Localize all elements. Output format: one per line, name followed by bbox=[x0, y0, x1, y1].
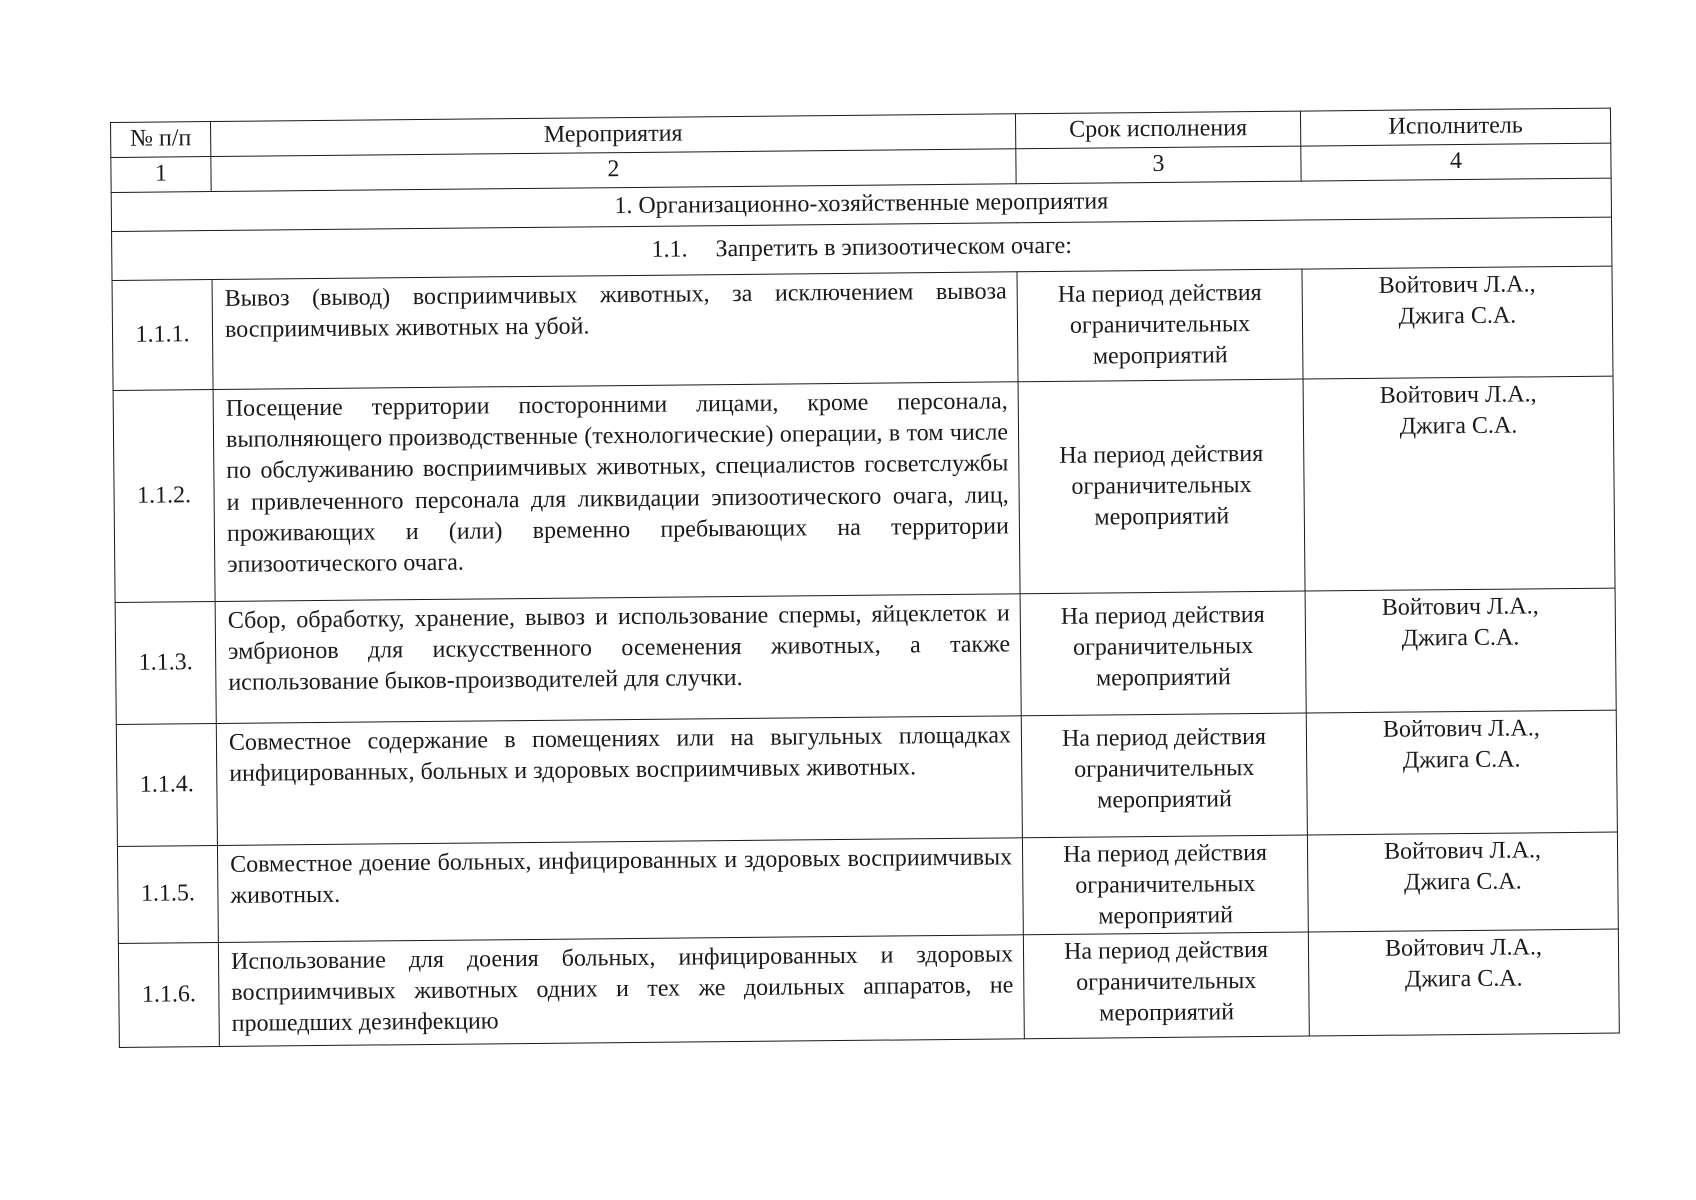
row-term bbox=[1017, 269, 1303, 382]
document-page bbox=[110, 108, 1619, 1048]
table-row bbox=[115, 588, 1616, 724]
row-executor bbox=[1305, 588, 1616, 713]
term-line: ограничительных bbox=[1072, 633, 1254, 661]
table-row bbox=[112, 266, 1613, 390]
row-executor bbox=[1306, 710, 1617, 835]
row-number: 1.1.6. bbox=[118, 942, 219, 1048]
term-line: мероприятий bbox=[1097, 786, 1233, 814]
executor-line: Джига С.А. bbox=[1398, 302, 1517, 330]
executor-line: Войтович Л.А., bbox=[1384, 933, 1543, 962]
term-line: ограничительных bbox=[1069, 311, 1251, 339]
term-line: ограничительных bbox=[1071, 471, 1252, 500]
row-executor bbox=[1308, 929, 1619, 1037]
term-line: На период действия bbox=[1061, 723, 1267, 752]
executor-line: Джига С.А. bbox=[1401, 624, 1520, 652]
table-row bbox=[113, 376, 1615, 602]
executor-line: Войтович Л.А., bbox=[1379, 381, 1537, 409]
measures-table bbox=[110, 108, 1620, 1048]
table-row bbox=[116, 710, 1617, 846]
row-activity: Совместное доение больных, инфицированных и здоровых восприимчивых животных. bbox=[217, 838, 1023, 942]
row-executor bbox=[1302, 266, 1613, 379]
term-line: мероприятий bbox=[1098, 902, 1234, 930]
row-activity: Совместное содержание в помещениях или на выгульных площадках инфицированных, больных и здоровых восприимчивых животных. bbox=[216, 716, 1022, 846]
term-line: На период действия bbox=[1063, 936, 1269, 965]
row-term bbox=[1021, 713, 1307, 838]
subsection-title: Запретить в эпизоотическом очаге: bbox=[715, 233, 1073, 263]
column-number: 3 bbox=[1016, 146, 1301, 184]
header-executor: Исполнитель bbox=[1300, 108, 1610, 146]
row-activity: Вывоз (вывод) восприимчивых животных, за исключением вывоза восприимчивых животных на убой. bbox=[212, 272, 1018, 390]
row-term bbox=[1023, 932, 1309, 1039]
header-activity: Мероприятия bbox=[211, 114, 1016, 157]
row-number: 1.1.1. bbox=[112, 280, 213, 391]
header-term: Срок исполнения bbox=[1015, 111, 1300, 149]
table-row bbox=[117, 832, 1618, 943]
executor-line: Джига С.А. bbox=[1399, 412, 1518, 440]
column-number: 4 bbox=[1301, 143, 1611, 181]
row-executor bbox=[1307, 832, 1618, 932]
executor-line: Джига С.А. bbox=[1402, 746, 1521, 774]
row-activity: Сбор, обработку, хранение, вывоз и использование спермы, яйцеклеток и эмбрионов для искусственного осеменения животных, а также использование быков-производителей для случки. bbox=[215, 594, 1021, 724]
row-number: 1.1.5. bbox=[117, 846, 218, 944]
section-title: 1. Организационно-хозяйственные мероприятия bbox=[111, 178, 1611, 231]
term-line: На период действия bbox=[1057, 279, 1262, 308]
column-number: 2 bbox=[211, 149, 1016, 192]
row-executor bbox=[1303, 376, 1615, 591]
term-line: На период действия bbox=[1059, 440, 1264, 469]
header-num: № п/п bbox=[111, 122, 211, 158]
term-line: мероприятий bbox=[1095, 664, 1231, 692]
executor-line: Войтович Л.А., bbox=[1378, 271, 1536, 299]
executor-line: Войтович Л.А., bbox=[1381, 593, 1539, 621]
executor-line: Джига С.А. bbox=[1404, 965, 1523, 993]
subsection-number: 1.1. bbox=[651, 236, 688, 264]
term-line: ограничительных bbox=[1076, 967, 1257, 996]
term-line: мероприятий bbox=[1099, 999, 1235, 1027]
row-number: 1.1.3. bbox=[115, 602, 216, 725]
row-term bbox=[1020, 591, 1306, 716]
term-line: ограничительных bbox=[1075, 871, 1256, 899]
row-number: 1.1.4. bbox=[116, 724, 217, 847]
term-line: мероприятий bbox=[1092, 342, 1228, 370]
row-number: 1.1.2. bbox=[113, 390, 215, 603]
term-line: мероприятий bbox=[1094, 503, 1230, 531]
term-line: ограничительных bbox=[1074, 755, 1255, 783]
row-activity: Использование для доения больных, инфицированных и здоровых восприимчивых животных одних и тех же доильных аппаратов, не прошедших дезинфекцию bbox=[218, 934, 1024, 1046]
executor-line: Войтович Л.А., bbox=[1383, 837, 1542, 865]
column-number: 1 bbox=[111, 157, 211, 193]
row-term bbox=[1022, 835, 1308, 934]
row-activity: Посещение территории посторонними лицами, кроме персонала, выполняющего производственные (технологические) операции, в том числе по обслуживанию восприимчивых животных, специалистов госветслужбы и привлеченного персонала для ликвидации эпизоотического очага, лиц, проживающих и (или) временно пребывающих на территории эпизоотического очага. bbox=[213, 382, 1020, 602]
row-term bbox=[1018, 379, 1305, 594]
executor-line: Войтович Л.А., bbox=[1382, 715, 1540, 743]
table-row bbox=[118, 929, 1619, 1048]
executor-line: Джига С.А. bbox=[1403, 868, 1522, 896]
term-line: На период действия bbox=[1063, 839, 1268, 868]
term-line: На период действия bbox=[1060, 601, 1265, 630]
